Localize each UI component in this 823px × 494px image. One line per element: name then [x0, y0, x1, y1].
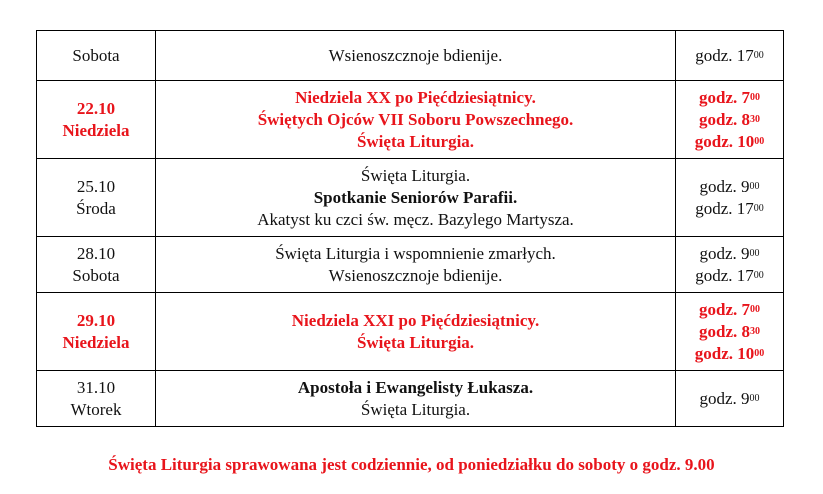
time-cell [676, 237, 784, 293]
schedule-table [36, 30, 784, 427]
time-hour: godz. 10 [694, 131, 755, 151]
time-text [680, 131, 779, 153]
event-text: Świętych Ojców VII Soboru Powszechnego. [257, 109, 574, 129]
event-text: Święta Liturgia. [360, 165, 471, 185]
event-text: Niedziela XXI po Pięćdziesiątnicy. [291, 310, 540, 330]
day-text: Środa [76, 198, 116, 218]
time-hour: godz. 17 [695, 265, 754, 285]
event-text: Święta Liturgia. [360, 399, 471, 419]
day-text: Sobota [72, 265, 120, 285]
day-text: Wtorek [70, 399, 122, 419]
time-hour: godz. 9 [699, 388, 750, 408]
time-text [680, 321, 779, 343]
event-cell [156, 31, 676, 81]
time-minutes: 00 [749, 392, 760, 404]
time-text [680, 176, 779, 198]
time-text [680, 87, 779, 109]
schedule-row [37, 293, 784, 371]
time-hour: godz. 7 [699, 299, 750, 319]
schedule-row [37, 31, 784, 81]
event-text: Wsienoszcznoje bdienije. [328, 45, 503, 65]
event-cell [156, 159, 676, 237]
day-text: Niedziela [62, 120, 130, 140]
time-hour: godz. 9 [699, 243, 750, 263]
day-cell [37, 81, 156, 159]
time-minutes: 30 [750, 325, 760, 337]
time-hour: godz. 17 [695, 198, 754, 218]
event-cell [156, 81, 676, 159]
event-text: Spotkanie Seniorów Parafii. [313, 187, 518, 207]
time-text [680, 109, 779, 131]
event-text: Święta Liturgia. [356, 131, 475, 151]
day-text: 22.10 [76, 98, 116, 118]
time-cell [676, 31, 784, 81]
schedule-row [37, 237, 784, 293]
day-cell [37, 293, 156, 371]
time-hour: godz. 7 [699, 87, 750, 107]
time-text [680, 265, 779, 287]
schedule-row [37, 371, 784, 427]
time-hour: godz. 10 [694, 343, 755, 363]
time-minutes: 30 [750, 113, 760, 125]
time-minutes: 00 [750, 91, 760, 103]
event-cell [156, 237, 676, 293]
time-cell [676, 81, 784, 159]
schedule-body [37, 31, 784, 427]
time-minutes: 00 [754, 347, 765, 359]
day-cell [37, 237, 156, 293]
time-text [680, 388, 779, 410]
event-cell [156, 371, 676, 427]
time-minutes: 00 [749, 247, 760, 259]
day-text: Niedziela [62, 332, 130, 352]
event-text: Święta Liturgia. [356, 332, 475, 352]
day-text: 29.10 [76, 310, 116, 330]
day-cell [37, 159, 156, 237]
time-minutes: 00 [750, 303, 760, 315]
time-hour: godz. 8 [699, 109, 750, 129]
time-text [680, 299, 779, 321]
day-text: Sobota [72, 45, 120, 65]
day-cell [37, 31, 156, 81]
event-text: Niedziela XX po Pięćdziesiątnicy. [295, 87, 536, 107]
time-minutes: 00 [753, 202, 764, 214]
day-text: 28.10 [76, 243, 116, 263]
time-text [680, 343, 779, 365]
schedule-row [37, 81, 784, 159]
time-cell [676, 293, 784, 371]
day-text: 31.10 [76, 377, 116, 397]
time-text [680, 198, 779, 220]
time-minutes: 00 [753, 49, 764, 61]
event-text: Wsienoszcznoje bdienije. [328, 265, 503, 285]
time-text [680, 243, 779, 265]
time-hour: godz. 9 [699, 176, 750, 196]
time-minutes: 00 [753, 269, 764, 281]
time-minutes: 00 [754, 135, 765, 147]
time-hour: godz. 17 [695, 45, 754, 65]
event-cell [156, 293, 676, 371]
time-cell [676, 371, 784, 427]
day-cell [37, 371, 156, 427]
event-text: Apostoła i Ewangelisty Łukasza. [297, 377, 534, 397]
time-cell [676, 159, 784, 237]
time-text [680, 45, 779, 67]
time-hour: godz. 8 [699, 321, 750, 341]
schedule-row [37, 159, 784, 237]
time-minutes: 00 [749, 180, 760, 192]
footer-note: Święta Liturgia sprawowana jest codziennie, od poniedziałku do soboty o godz. 9.00 [108, 455, 715, 474]
event-text: Akatyst ku czci św. męcz. Bazylego Martysza. [257, 209, 574, 229]
event-text: Święta Liturgia i wspomnienie zmarłych. [275, 243, 556, 263]
day-text: 25.10 [76, 176, 116, 196]
